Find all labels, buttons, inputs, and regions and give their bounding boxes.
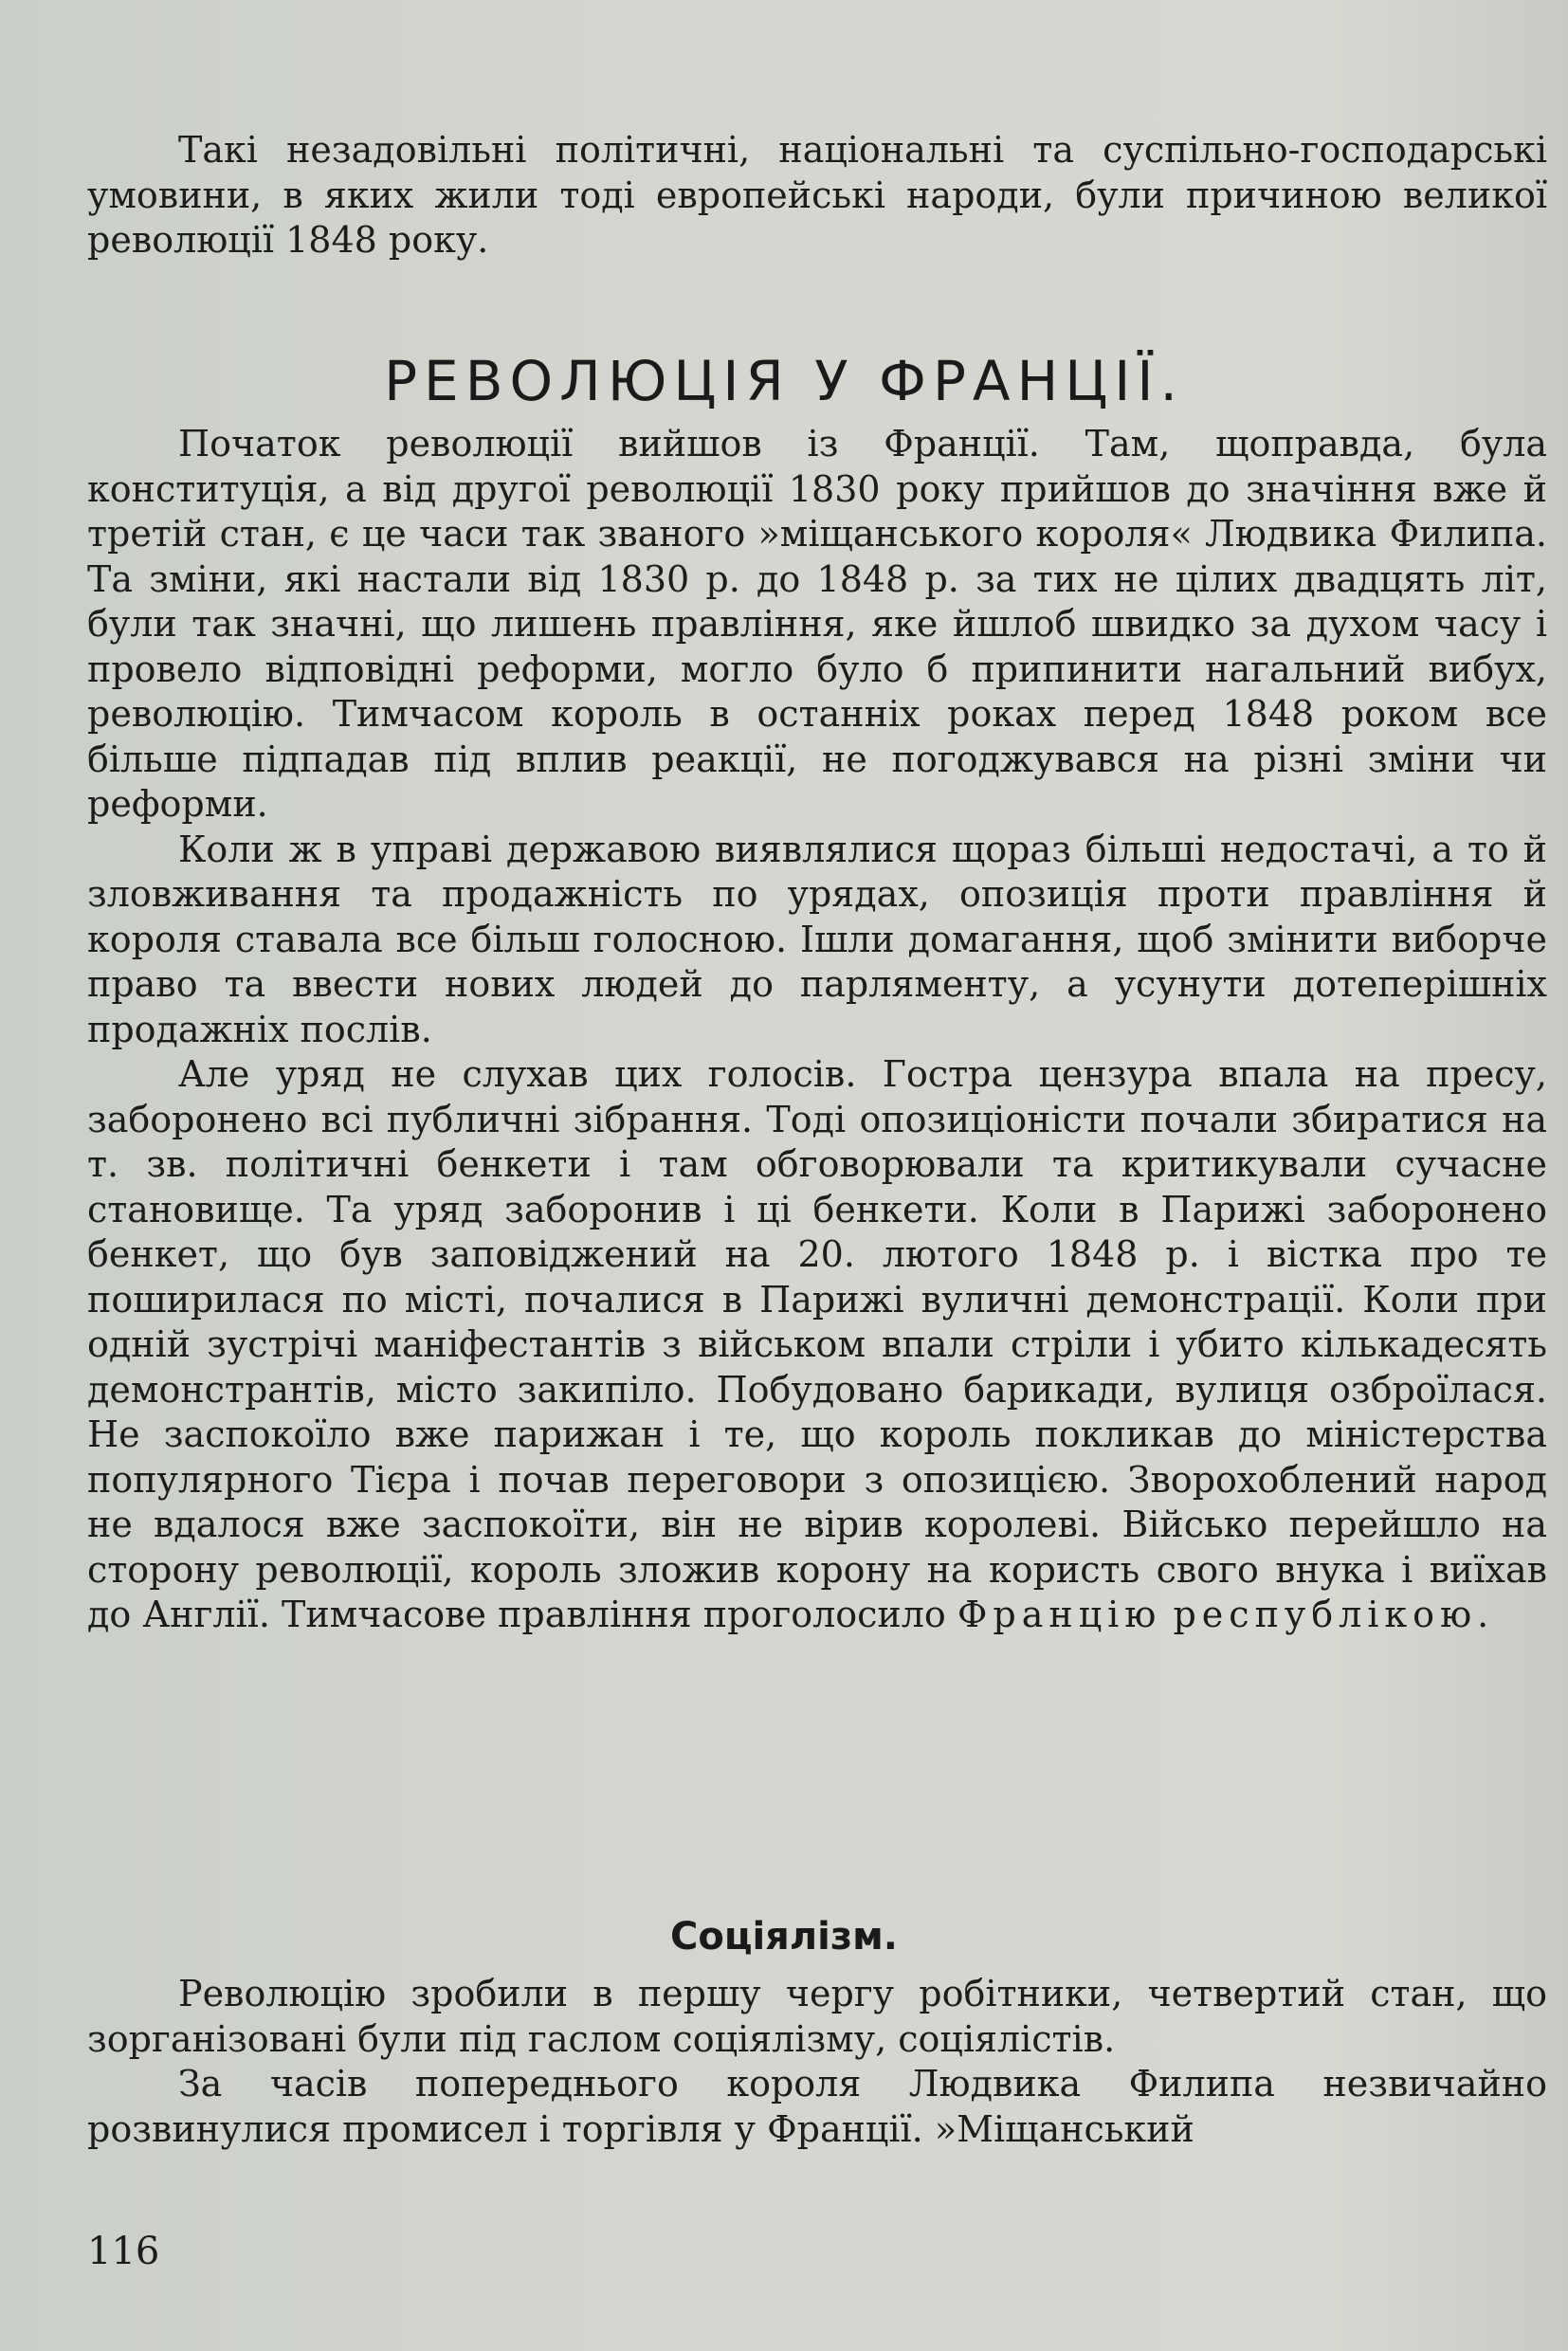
paragraph-3-text: Але уряд не слухав цих голосів. Гостра цензура впала на пресу, заборонено всі публичні зібрання. Тоді опозиціоністи почали збиратися на т. зв. політичні бенкети і там обговорювали та критикували сучасне становище. Та уряд заборонив і ці бенкети. Коли в Парижі заборонено бенкет, що був заповіджений на 20. лютого 1848 р. і вістка про те поширилася по місті, почалися в Парижі вуличні демонстрації. Коли при одній зустрічі маніфестантів з військом впали стріли і убито кількадесять демонстрантів, місто закипіло. Побудовано барикади, вулиця озброїлася. Не заспокоїло вже парижан і те, що король покликав до міністерства популярного Тієра і почав переговори з опозицією. Зворохоблений народ не вдалося вже заспокоїти, він не вірив королеві. Військо перейшло на сторону революції, король зложив корону на користь свого внука і виїхав до Англії. Тимчасове правління проголосило	[87, 1053, 1547, 1635]
subsection-heading: Соціялізм.	[669, 1915, 899, 1959]
paragraph-3-end: .	[1477, 1594, 1489, 1635]
spaced-word-france: Францію	[957, 1594, 1162, 1635]
spaced-word-republic: республікою	[1173, 1594, 1478, 1635]
intro-paragraph: Такі незадовільні політичні, національні та суспільно-господарські умовини, в яких жили тоді европейські народи, були причиною великої революції 1848 року.	[87, 129, 1547, 261]
paragraph-2: Коли ж в управі державою виявлялися щораз більші недостачі, а то й зловживання та продажність по урядах, опозиція проти правління й короля ставала все більш голосною. Ішли домагання, щоб змінити виборче право та ввести нових людей до парляменту, а усунути дотеперішніх продажніх послів.	[87, 828, 1547, 1050]
paragraph-1: Початок революції вийшов із Франції. Там, щоправда, була конституція, а від другої революції 1830 року прийшов до значіння вже й третій стан, є це часи так званого »міщанського короля« Людвика Филипа. Та зміни, які настали від 1830 р. до 1848 р. за тих не цілих двадцять літ, були так значні, що лишень правління, яке йшлоб швидко за духом часу і провело відповідні реформи, могло було б припинити нагальний вибух, революцію. Тимчасом король в останніх роках перед 1848 роком все більше підпадав під вплив реакції, не погоджувався на різні зміни чи реформи.	[87, 423, 1547, 825]
page-number: 116	[87, 2230, 160, 2273]
intro-block	[87, 128, 1547, 264]
socialism-text-block	[87, 1972, 1547, 2152]
main-text-block	[87, 422, 1547, 1638]
paragraph-4: Революцію зробили в першу чергу робітники, четвертий стан, що зорганізовані були під гаслом соціялізму, соціялістів.	[87, 1973, 1547, 2060]
paragraph-5: За часів попереднього короля Людвика Филипа незвичайно розвинулися промисел і торгівля у Франції. »Міщанський	[87, 2063, 1547, 2150]
section-heading: РЕВОЛЮЦІЯ У ФРАНЦІЇ.	[384, 349, 1184, 413]
paragraph-3	[87, 1052, 1547, 1638]
